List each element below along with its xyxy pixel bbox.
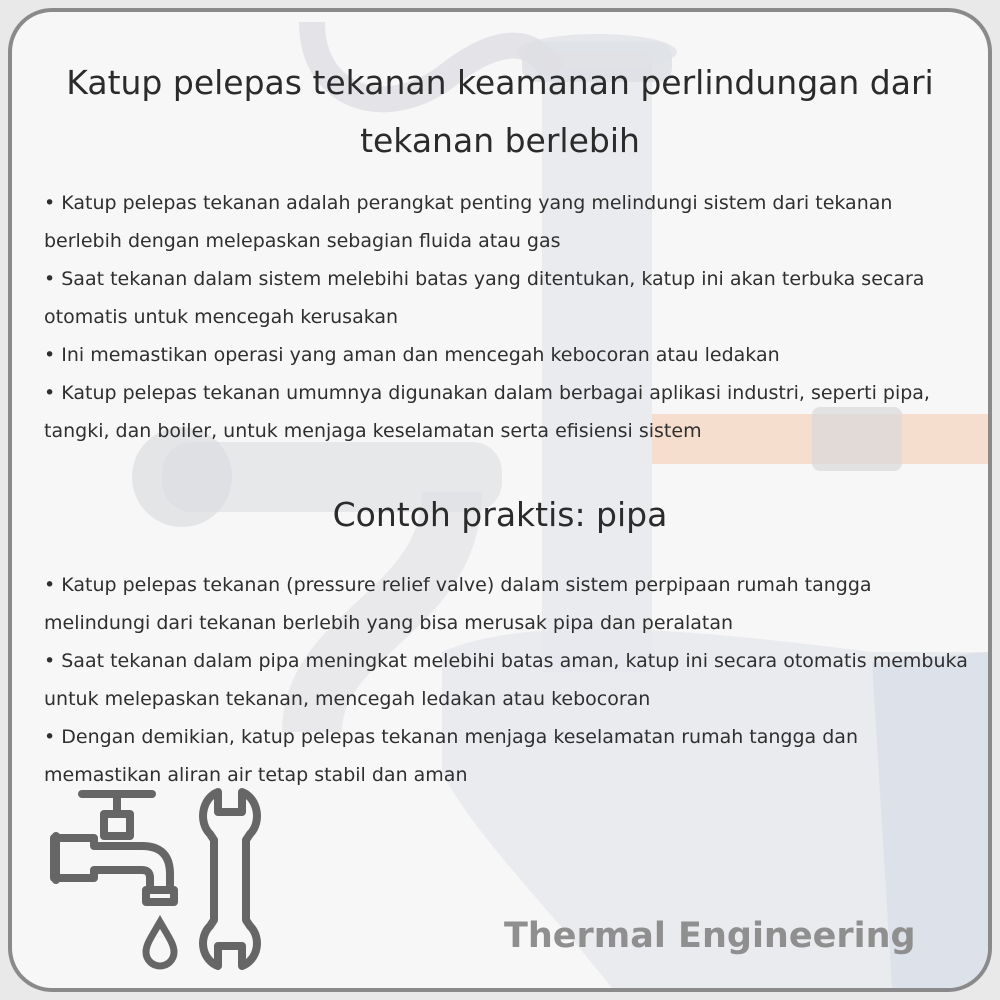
list-item: • Saat tekanan dalam sistem melebihi batas yang ditentukan, katup ini akan terbuka secara otomatis untuk mencegah kerusakan xyxy=(44,268,925,328)
page-title: Katup pelepas tekanan keamanan perlindungan dari tekanan berlebih xyxy=(66,63,934,160)
infographic-card xyxy=(8,8,992,992)
section2-bullet-list xyxy=(44,566,974,794)
faucet-icon xyxy=(54,794,174,902)
section2-heading: Contoh praktis: pipa xyxy=(332,495,668,534)
list-item: • Dengan demikian, katup pelepas tekanan menjaga keselamatan rumah tangga dan memastikan aliran air tetap stabil dan aman xyxy=(44,726,858,786)
list-item: • Saat tekanan dalam pipa meningkat melebihi batas aman, katup ini secara otomatis membuka untuk melepaskan tekanan, mencegah ledakan atau kebocoran xyxy=(44,650,968,710)
water-drop-icon xyxy=(146,922,174,966)
list-item: • Katup pelepas tekanan umumnya digunakan dalam berbagai aplikasi industri, seperti pipa, tangki, dan boiler, untuk menjaga keselamatan serta efisiensi sistem xyxy=(44,382,930,442)
section1-bullet-list xyxy=(44,184,974,450)
brand-watermark: Thermal Engineering xyxy=(504,916,916,956)
wrench-icon xyxy=(203,792,257,966)
icon-group xyxy=(42,782,282,972)
list-item: • Katup pelepas tekanan (pressure relief valve) dalam sistem perpipaan rumah tangga melindungi dari tekanan berlebih yang bisa merusak pipa dan peralatan xyxy=(44,574,872,634)
list-item: • Katup pelepas tekanan adalah perangkat penting yang melindungi sistem dari tekanan berlebih dengan melepaskan sebagian fluida atau gas xyxy=(44,192,893,252)
list-item: • Ini memastikan operasi yang aman dan mencegah kebocoran atau ledakan xyxy=(44,344,780,366)
